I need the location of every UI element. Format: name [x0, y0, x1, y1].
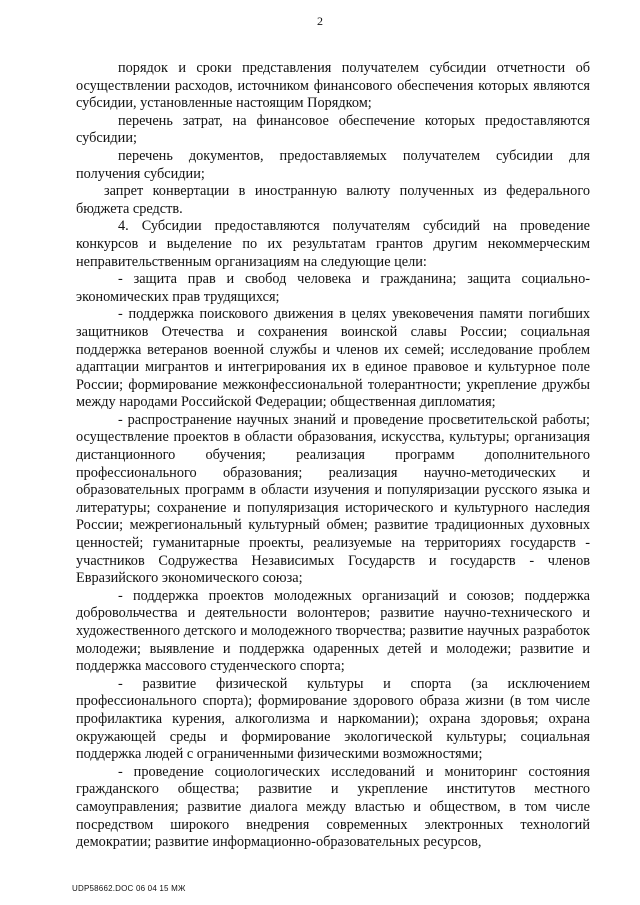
paragraph-section-4: 4. Субсидии предоставляются получателям субсидий на проведение конкурсов и выделение по их результатам грантов другим некоммерческим неправительственным организациям на следующие цели: — [76, 218, 590, 270]
page-number: 2 — [317, 14, 323, 28]
document-footer-code: UDP58662.DOC 06 04 15 МЖ — [72, 884, 186, 893]
list-item-science-education: - распространение научных знаний и проведение просветительской работы; осуществление проектов в области образования, искусства, культуры; организация дистанционного обучения; реализация программ дополнительного профессионального образования; реализация научно-методических и образовательных программ в области изучения и популяризации русского языка и литературы; сохранение и популяризация исторического и культурного наследия России; межрегиональный культурный обмен; развитие традиционных духовных ценностей; гуманитарные проекты, реализуемые на территориях государств - участников Содружества Независимых Государств и государств - членов Евразийского экономического союза; — [76, 411, 590, 587]
paragraph-cost-list: перечень затрат, на финансовое обеспечение которых предоставляются субсидии; — [76, 112, 590, 147]
document-body — [76, 60, 590, 852]
list-item-sport-health: - развитие физической культуры и спорта (за исключением профессионального спорта); формирование здорового образа жизни (в том числе профилактика курения, алкоголизма и наркомании); охрана здоровья; охрана окружающей среды и формирование экологической культуры; социальная поддержка людей с ограниченными физическими возможностями; — [76, 675, 590, 763]
list-item-youth: - поддержка проектов молодежных организаций и союзов; поддержка добровольчества и деятельности волонтеров; развитие научно-технического и художественного детского и молодежного творчества; развитие научных разработок молодежи; выявление и поддержка одаренных детей и молодежи; развитие и поддержка массового студенческого спорта; — [76, 587, 590, 675]
list-item-human-rights: - защита прав и свобод человека и гражданина; защита социально-экономических прав трудящихся; — [76, 271, 590, 305]
list-item-sociology: - проведение социологических исследований и мониторинг состояния гражданского общества; развитие и укрепление институтов местного самоуправления; развитие диалога между властью и обществом, в том числе посредством широкого внедрения современных электронных технологий демократии; развитие информационно-образовательных ресурсов, — [76, 763, 590, 851]
paragraph-currency-ban: запрет конвертации в иностранную валюту полученных из федерального бюджета средств. — [76, 183, 590, 217]
paragraph-documents-list: перечень документов, предоставляемых получателем субсидии для получения субсидии; — [76, 147, 590, 182]
list-item-search-movement: - поддержка поискового движения в целях увековечения памяти погибших защитников Отечества и сохранения воинской славы России; социальная поддержка ветеранов военной службы и членов их семей; исследование проблем адаптации мигрантов и интегрирования их в единое правовое и культурное поле России; формирование межконфессиональной толерантности; укрепление дружбы между народами Российской Федерации; общественная дипломатия; — [76, 306, 590, 411]
paragraph-reporting-order: порядок и сроки представления получателем субсидии отчетности об осуществлении расходов, источником финансового обеспечения которых являются субсидии, установленные настоящим Порядком; — [76, 60, 590, 112]
